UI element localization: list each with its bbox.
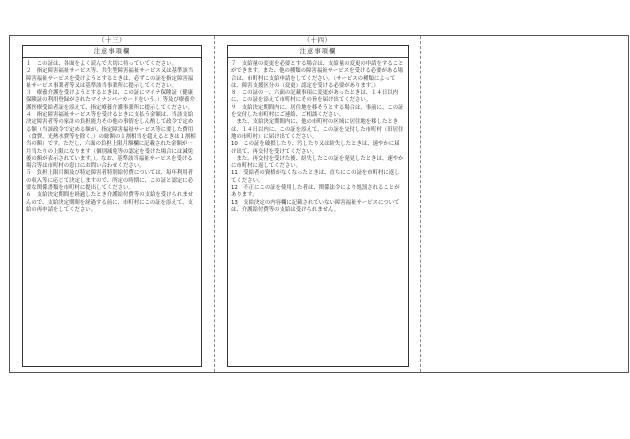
page-column-13: [10, 36, 214, 372]
certificate-sheet: [9, 35, 629, 373]
notes-title: 注意事項欄: [228, 46, 408, 58]
notes-title: 注意事項欄: [23, 46, 201, 58]
page-column-blank: [420, 36, 628, 372]
column-header: （十四）: [303, 36, 332, 44]
notes-card: [22, 45, 202, 367]
page-column-14: [214, 36, 420, 372]
column-header: （十三）: [98, 36, 126, 44]
notes-card: [227, 45, 409, 367]
notes-body: １ この証は、各面をよく読んで大切に持っていてください。 ２ 指定障害福祉サービス等、共生型障害福祉サービス又は基準該当障害福祉サービスを受けようとするときは、必ずこの証を指定障害福祉サービス事業者等又は基準該当事業所に提示してください。 ３ 療養介護を受けようとするときは、この証にマイナ保険証（健康保険証の利用登録がされたマイナンバーカードをいう。）等及び療養介護医療受給者証を添えて、指定療養介護事業所に提示してください。 ４ 指定障害福祉サービス等を受けるときに支払う金額は、当該支給決定障害者等の家計の負担能力その他の事情をしん酌して政令で定める額（当該政令で定める額が、指定障害福祉サービス等に要した費用（食費、光熱水費等を除く。）の総額の１割相当を超えるときは１割相当の額）です。ただし、六面の負担上限月額欄に記載された金額が一月当たりの上限になります（個別減免等の認定を受けた場合には減免後の額が表示されています。）。なお、基準該当福祉サービスを受ける場合等は市町村の窓口にお問い合わせください。 ５ 負担上限月額及び特定障害者特別給付費については、毎年利用者の収入等に応じて決定しますので、所定の時期に、この証と認定に必要な関係書類を市町村に提出してください。 ６ 支給決定期間を経過したとき介護給付費等の支給を受けられませんので、支給決定期間を経過する前に、市町村にこの証を添えて、支給の再申請をしてください。: [26, 61, 196, 213]
notes-body: ７ 支給量の変更を必要とする場合は、支給量の変更の申請をすることができます。また、他の種類の障害福祉サービスを受ける必要がある場合は、市町村に支給申請をしてください。（サービスの種類によっては、障害支援区分の（変更）認定を受ける必要があります。） ８ この証の一、六面の記載事項に変更があったときは、１４日以内に、この証を添えて市町村にその旨を届け出てください。 ９ 支給決定期間内に、居住地を移そうとする場合は、事前に、この証を交付した市町村にご連絡、ご相談ください。 また、支給決定期間内に、他の市町村の区域に居住地を移したときは、１４日以内に、この証を添えて、この証を交付した市町村（旧居住地の市町村）に届け出てください。 10 この証を破損したり、汚したり又は紛失したときは、速やかに届け出て、再交付を受けてください。 また、再交付を受けた後、紛失したこの証を発見したときは、速やかに市町村に返してください。 11 受給者の資格がなくなったときは、直ちにこの証を市町村に返してください。 12 不正にこの証を使用した者は、関係法令により処罰されることがあります。 13 支給決定の内容欄に記載されていない障害福祉サービスについては、介護給付費等の支給は受けられません。: [231, 61, 404, 213]
